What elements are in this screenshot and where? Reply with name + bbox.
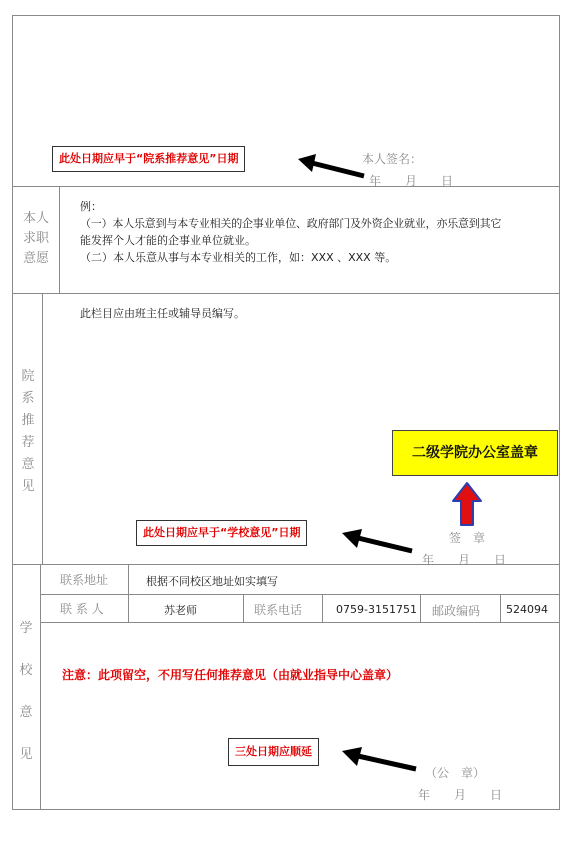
intent-line-3: （二）本人乐意从事与本专业相关的工作，如：XXX 、XXX 等。 — [80, 251, 397, 264]
school-label-char: 校 — [19, 663, 33, 678]
intent-label-separator — [59, 186, 60, 294]
address-value: 根据不同校区地址如实填写 — [146, 575, 278, 588]
school-seal-label: （公 章） — [425, 766, 486, 780]
school-table-col3 — [322, 594, 323, 622]
dept-seal-label: 签 章 — [449, 531, 486, 545]
school-label-char: 学 — [19, 621, 33, 636]
intent-label-char: 求职 — [22, 231, 49, 246]
school-date-note: 三处日期应顺延 — [228, 738, 319, 766]
dept-label-char: 荐 — [21, 435, 35, 450]
school-table-col1 — [128, 564, 129, 622]
dept-label-char: 系 — [21, 391, 35, 406]
dept-section-label — [16, 366, 40, 498]
arrow-left-icon — [296, 152, 368, 182]
top-date-label: 年 月 日 — [369, 174, 454, 188]
divider-intent-dept — [12, 293, 560, 294]
dept-instruction: 此栏目应由班主任或辅导员编写。 — [80, 307, 245, 320]
frame-right-border — [559, 15, 560, 810]
frame-bottom-border — [12, 809, 560, 810]
dept-date-note: 此处日期应早于“学校意见”日期 — [136, 520, 307, 546]
frame-top-border — [12, 15, 560, 16]
postcode-value: 524094 — [506, 603, 548, 616]
intent-label-char: 意愿 — [22, 251, 49, 266]
intent-section-label — [16, 209, 56, 269]
school-table-col2 — [243, 594, 244, 622]
top-date-note: 此处日期应早于“院系推荐意见”日期 — [52, 146, 245, 172]
arrow-left-icon — [340, 527, 416, 557]
intent-line-1: （一）本人乐意到与本专业相关的企事业单位、政府部门及外资企业就业，亦乐意到其它 — [80, 217, 502, 230]
school-section-label — [14, 608, 38, 776]
phone-label: 联系电话 — [254, 603, 303, 617]
signature-label: 本人签名： — [362, 152, 423, 166]
dept-date-label: 年 月 日 — [422, 553, 507, 567]
intent-line-2: 能发挥个人才能的企事业单位就业。 — [80, 234, 256, 247]
arrow-left-icon — [340, 745, 420, 775]
school-label-char: 意 — [19, 705, 33, 720]
intent-example-heading: 例： — [80, 200, 102, 213]
school-notice: 注意：此项留空，不用写任何推荐意见（由就业指导中心盖章） — [62, 668, 399, 682]
dept-label-char: 意 — [21, 457, 35, 472]
school-table-row1-bottom — [40, 594, 560, 595]
phone-value: 0759-3151751 — [336, 603, 417, 616]
intent-label-char: 本人 — [22, 211, 49, 226]
contact-label: 联 系 人 — [60, 602, 104, 616]
postcode-label: 邮政编码 — [432, 604, 481, 618]
school-date-label: 年 月 日 — [418, 788, 503, 802]
stamp-note-box: 二级学院办公室盖章 — [392, 430, 558, 476]
school-table-col4 — [420, 594, 421, 622]
frame-left-border — [12, 15, 13, 810]
intent-content — [80, 198, 558, 266]
school-table-col5 — [500, 594, 501, 622]
contact-value: 苏老师 — [164, 604, 197, 617]
dept-label-char: 推 — [21, 413, 35, 428]
school-label-separator — [40, 564, 41, 810]
school-table-row2-bottom — [40, 622, 560, 623]
dept-label-separator — [42, 293, 43, 565]
dept-label-char: 见 — [21, 479, 35, 494]
address-label: 联系地址 — [60, 573, 109, 587]
divider-top-intent — [12, 186, 560, 187]
dept-label-char: 院 — [21, 369, 35, 384]
school-label-char: 见 — [19, 747, 33, 762]
arrow-up-icon — [451, 481, 483, 527]
